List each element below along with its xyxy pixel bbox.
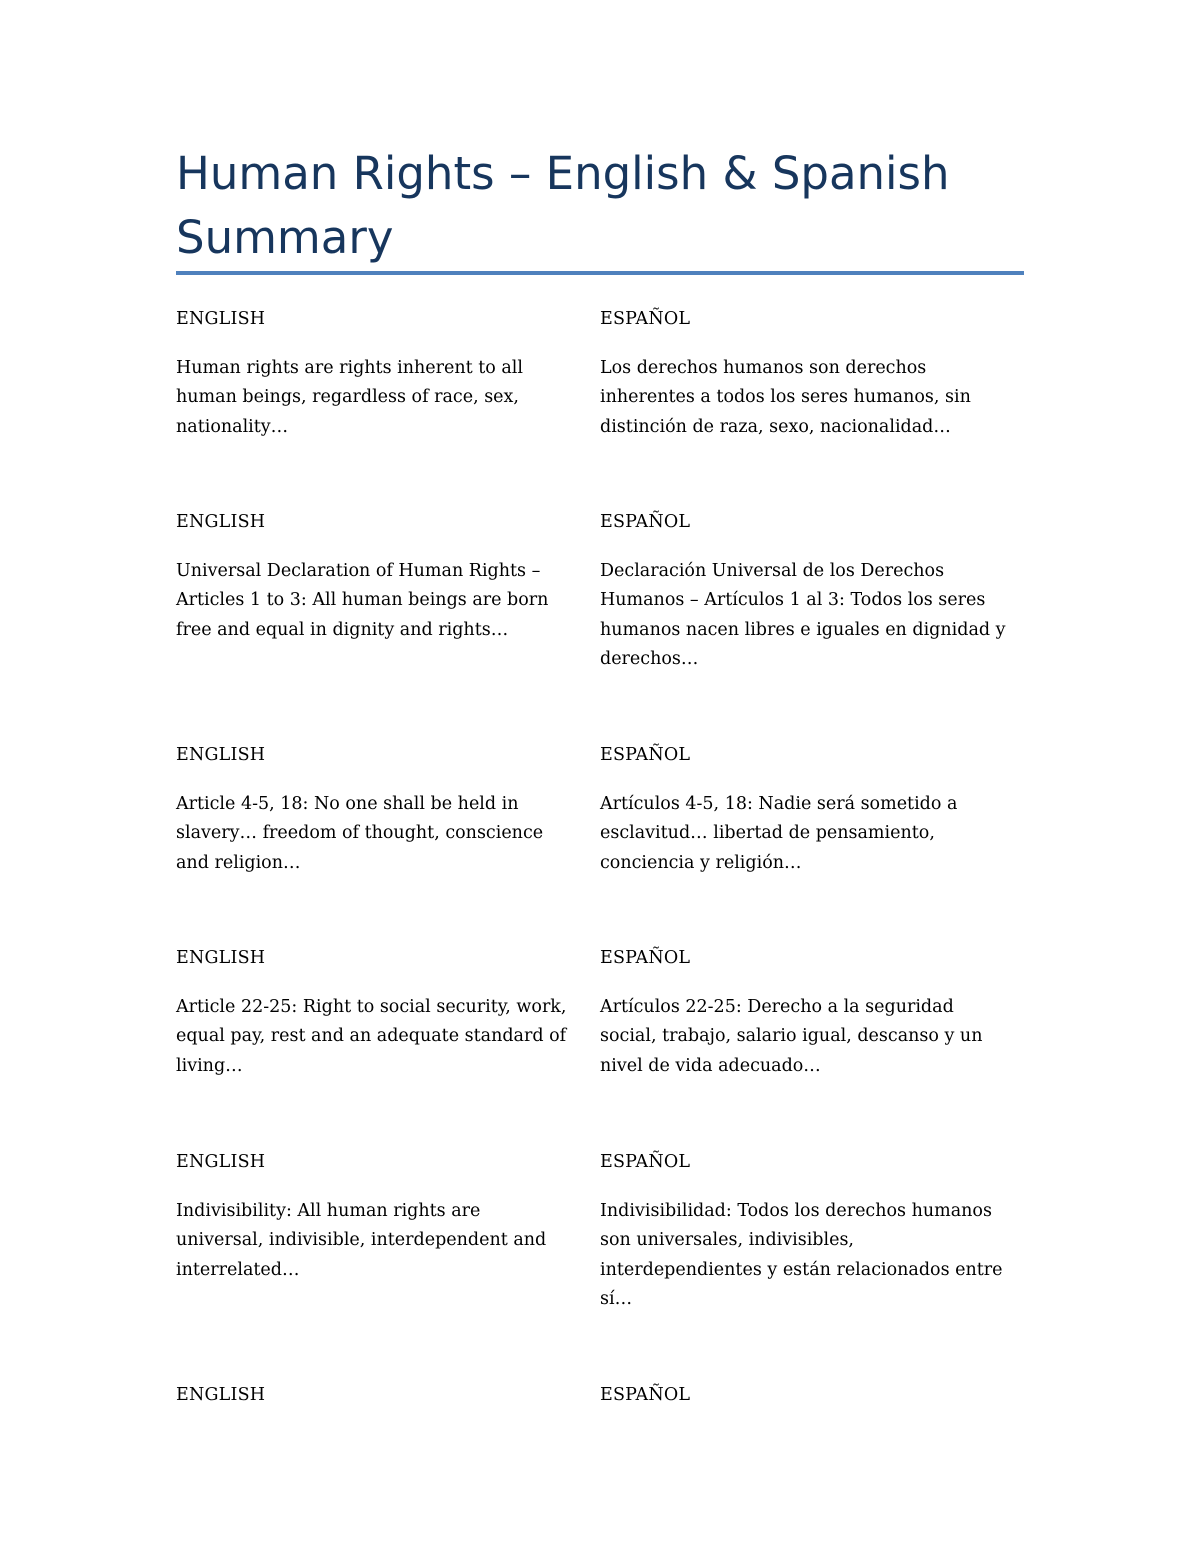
english-text: Article 22-25: Right to social security, work, equal pay, rest and an adequate standard of living…: [176, 996, 567, 1076]
english-text: Article 4-5, 18: No one shall be held in slavery… freedom of thought, conscience and religion…: [176, 793, 544, 873]
page-title: Human Rights – English & Spanish Summary: [176, 147, 950, 264]
english-column: [176, 305, 571, 442]
spanish-label: ESPAÑOL: [600, 745, 691, 765]
english-label: ENGLISH: [176, 1385, 266, 1405]
spanish-text: Los derechos humanos son derechos inherentes a todos los seres humanos, sin distinción de raza, sexo, nacionalidad…: [600, 357, 971, 437]
english-column: [176, 1148, 571, 1285]
spanish-text: Declaración Universal de los Derechos Humanos – Artículos 1 al 3: Todos los seres humanos nacen libres e iguales en dignidad y derechos…: [600, 560, 1006, 669]
english-text: Human rights are rights inherent to all human beings, regardless of race, sex, nationality…: [176, 357, 523, 437]
english-column: [176, 944, 571, 1081]
english-column: [176, 1381, 571, 1411]
spanish-label: ESPAÑOL: [600, 1152, 691, 1172]
spanish-text: Artículos 22-25: Derecho a la seguridad social, trabajo, salario igual, descanso y un nivel de vida adecuado…: [600, 996, 983, 1076]
spanish-label: ESPAÑOL: [600, 512, 691, 532]
spanish-column: [600, 1381, 1010, 1411]
english-label: ENGLISH: [176, 1152, 266, 1172]
english-label: ENGLISH: [176, 512, 266, 532]
title-underline: [176, 271, 1024, 275]
spanish-label: ESPAÑOL: [600, 309, 691, 329]
spanish-label: ESPAÑOL: [600, 948, 691, 968]
english-label: ENGLISH: [176, 309, 266, 329]
english-label: ENGLISH: [176, 745, 266, 765]
spanish-column: [600, 944, 1010, 1081]
spanish-column: [600, 305, 1010, 442]
spanish-text: Artículos 4-5, 18: Nadie será sometido a esclavitud… libertad de pensamiento, conciencia y religión…: [600, 793, 958, 873]
english-column: [176, 508, 571, 645]
english-text: Universal Declaration of Human Rights – Articles 1 to 3: All human beings are born free and equal in dignity and rights…: [176, 560, 549, 640]
spanish-text: Indivisibilidad: Todos los derechos humanos son universales, indivisibles, interdependientes y están relacionados entre sí…: [600, 1200, 1003, 1309]
english-label: ENGLISH: [176, 948, 266, 968]
english-text: Indivisibility: All human rights are universal, indivisible, interdependent and interrelated…: [176, 1200, 547, 1280]
spanish-column: [600, 741, 1010, 878]
spanish-column: [600, 1148, 1010, 1315]
english-column: [176, 741, 571, 878]
spanish-column: [600, 508, 1010, 675]
spanish-label: ESPAÑOL: [600, 1385, 691, 1405]
